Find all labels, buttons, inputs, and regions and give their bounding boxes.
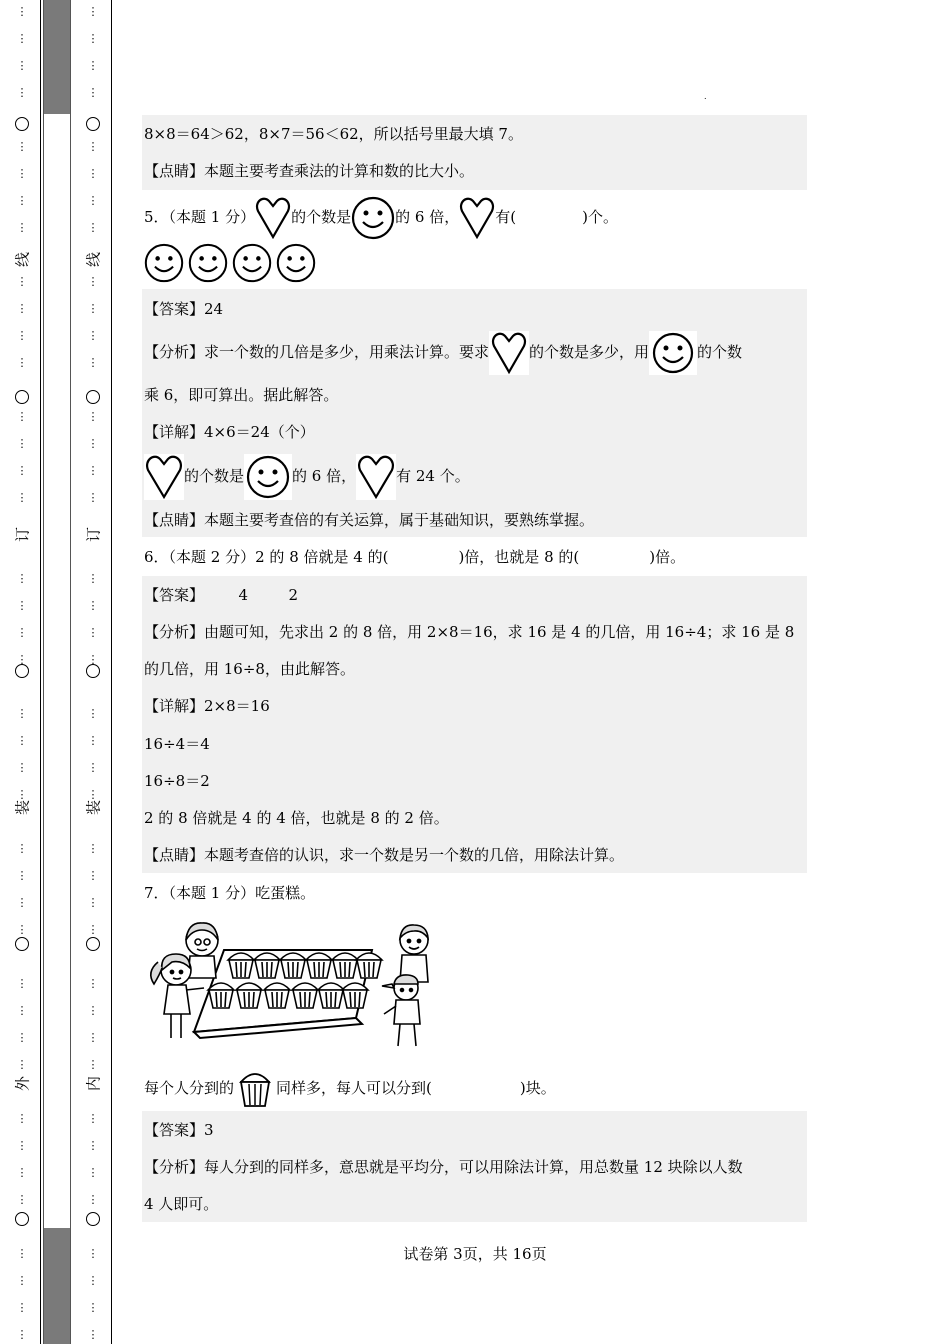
binding-dots: ⋮ [16,410,28,423]
binding-dots: ⋮ [87,572,99,585]
heart-icon [459,197,495,239]
child-boy-2 [382,975,420,1046]
binding-dots: ⋮ [87,977,99,990]
binding-dots: ⋮ [87,329,99,342]
binding-dots: ⋮ [87,356,99,369]
binding-dots: ⋮ [16,1193,28,1206]
binding-hole-circle [86,117,100,131]
smiley-icon [144,243,184,283]
heart-icon [356,454,396,500]
binding-hole-circle [15,937,29,951]
q5-prefix: 5．（本题 1 分） [144,208,256,226]
gray-band [43,0,71,1344]
q5-analysis-a: 【分析】求一个数的几倍是多少，用乘法计算。要求 [144,343,490,361]
binding-dots: ⋮ [87,221,99,234]
binding-dots: ⋮ [87,1112,99,1125]
binding-dots: ⋮ [16,464,28,477]
binding-label: 线 [84,252,103,268]
binding-dots: ⋮ [16,437,28,450]
binding-hole-circle [86,664,100,678]
binding-dots: ⋮ [16,572,28,585]
q5-analysis-line1 [144,330,742,374]
binding-dots: ⋮ [87,194,99,207]
binding-dots: ⋮ [87,1166,99,1179]
q5-text-d: )个。 [582,208,618,226]
q6-point: 【点睛】本题考查倍的认识，求一个数是另一个数的几倍，用除法计算。 [144,846,625,864]
smiley-icon [188,243,228,283]
binding-hole-circle [86,1212,100,1226]
binding-dots: ⋮ [87,86,99,99]
binding-dots: ⋮ [16,626,28,639]
heart-icon [489,331,529,375]
q6-answer-2: 2 [288,586,299,604]
binding-strip [0,0,112,1344]
binding-dots: ⋮ [16,1058,28,1071]
binding-line-inner [111,0,112,1344]
binding-label: 装 [13,800,32,816]
binding-dots: ⋮ [87,869,99,882]
binding-dots: ⋮ [16,977,28,990]
binding-label: 订 [84,527,103,543]
q6-answer [144,585,298,605]
smiley-icon [232,243,272,283]
binding-dots: ⋮ [87,1058,99,1071]
q5-detail2-c: 有 24 个。 [396,467,470,485]
binding-dots: ⋮ [87,275,99,288]
binding-dots: ⋮ [87,5,99,18]
binding-dots: ⋮ [16,32,28,45]
binding-dots: ⋮ [16,5,28,18]
binding-dots: ⋮ [87,1247,99,1260]
binding-dots: ⋮ [16,1274,28,1287]
q5-analysis-c: 的个数 [697,343,743,361]
q5-text-c: 有( [495,208,517,226]
binding-dots: ⋮ [16,1112,28,1125]
q5-detail-line2 [144,453,470,499]
binding-dots: ⋮ [16,167,28,180]
binding-dots: ⋮ [16,221,28,234]
page-footer: 试卷第 3页，共 16页 [403,1245,547,1263]
q5-point: 【点睛】本题主要考查倍的有关运算，属于基础知识，要熟练掌握。 [144,511,595,529]
binding-dots: ⋮ [87,707,99,720]
q5-detail: 【详解】4×6＝24（个） [144,423,315,441]
binding-dots: ⋮ [16,788,28,801]
binding-dots: ⋮ [16,896,28,909]
q6-detail-2: 16÷4＝4 [144,735,210,753]
cupcake-icon [238,1070,272,1108]
binding-label: 线 [13,252,32,268]
binding-dots: ⋮ [16,869,28,882]
binding-dots: ⋮ [16,1004,28,1017]
smiley-icon [351,196,395,240]
q7-question-a: 每个人分到的 [144,1079,235,1097]
q7-question [144,1068,556,1108]
q6-stem-b: )倍，也就是 8 的( [458,548,580,566]
binding-hole-circle [15,1212,29,1226]
binding-label: 装 [84,800,103,816]
binding-dots: ⋮ [16,734,28,747]
binding-dots: ⋮ [16,1301,28,1314]
q4-point: 【点睛】本题主要考查乘法的计算和数的比大小。 [144,162,475,180]
binding-dots: ⋮ [16,302,28,315]
shade-block-6 [142,576,807,873]
q6-answer-1: 4 [238,586,249,604]
binding-dots: ⋮ [87,167,99,180]
binding-dots: ⋮ [87,1031,99,1044]
binding-dots: ⋮ [16,1031,28,1044]
binding-label: 订 [13,527,32,543]
binding-hole-circle [15,117,29,131]
heart-icon [144,454,184,500]
binding-dots: ⋮ [16,923,28,936]
binding-dots: ⋮ [87,32,99,45]
q6-analysis-line1: 【分析】由题可知，先求出 2 的 8 倍，用 2×8＝16，求 16 是 4 的几倍，用 16÷4；求 16 是 8 [144,623,795,641]
binding-dots: ⋮ [87,1328,99,1341]
binding-dots: ⋮ [87,896,99,909]
smiley-icon [276,243,316,283]
binding-dots: ⋮ [16,86,28,99]
child-boy-1 [400,925,428,982]
binding-label: 外 [13,1076,32,1092]
binding-dots: ⋮ [16,707,28,720]
heart-icon [255,197,291,239]
smiley-icon [244,454,292,500]
binding-dots: ⋮ [87,302,99,315]
binding-dots: ⋮ [87,734,99,747]
binding-line-outer [40,0,41,1344]
binding-dots: ⋮ [87,653,99,666]
binding-dots: ⋮ [87,464,99,477]
smiley-icon [649,331,697,375]
binding-hole-circle [86,937,100,951]
binding-dots: ⋮ [16,1139,28,1152]
binding-dots: ⋮ [16,1166,28,1179]
q5-detail2-b: 的 6 倍， [292,467,357,485]
binding-dots: ⋮ [16,842,28,855]
q7-stem: 7．（本题 1 分）吃蛋糕。 [144,884,316,902]
cake-illustration [144,918,434,1053]
q5-text-b: 的 6 倍， [395,208,460,226]
q6-stem [144,547,685,567]
q5-stem [144,196,618,236]
binding-dots: ⋮ [16,329,28,342]
q5-detail2-a: 的个数是 [184,467,245,485]
q7-analysis-line1: 【分析】每人分到的同样多，意思就是平均分，可以用除法计算，用总数量 12 块除以人数 [144,1158,743,1176]
binding-dots: ⋮ [87,1139,99,1152]
q7-analysis-line2: 4 人即可。 [144,1195,219,1213]
binding-dots: ⋮ [16,1247,28,1260]
binding-dots: ⋮ [87,626,99,639]
q6-answer-label: 【答案】 [144,586,205,604]
binding-hole-circle [86,390,100,404]
q7-answer: 【答案】3 [144,1121,214,1139]
binding-dots: ⋮ [87,599,99,612]
binding-dots: ⋮ [16,491,28,504]
q5-text-a: 的个数是 [291,208,352,226]
q6-detail-4: 2 的 8 倍就是 4 的 4 倍，也就是 8 的 2 倍。 [144,809,449,827]
q6-detail-1: 【详解】2×8＝16 [144,697,270,715]
binding-dots: ⋮ [16,653,28,666]
binding-dots: ⋮ [87,437,99,450]
binding-dots: ⋮ [87,1004,99,1017]
binding-dots: ⋮ [16,761,28,774]
gray-band-top [44,0,70,114]
q7-question-c: )块。 [519,1079,556,1097]
binding-dots: ⋮ [87,491,99,504]
shade-block-5 [142,289,807,537]
q6-analysis-line2: 的几倍，用 16÷8，由此解答。 [144,660,355,678]
binding-dots: ⋮ [87,923,99,936]
q6-detail-3: 16÷8＝2 [144,772,210,790]
q7-question-b: 同样多，每人可以分到( [276,1079,432,1097]
binding-hole-circle [15,664,29,678]
binding-dots: ⋮ [87,761,99,774]
binding-dots: ⋮ [16,1328,28,1341]
q5-analysis-line2: 乘 6，即可算出。据此解答。 [144,386,339,404]
binding-dots: ⋮ [16,599,28,612]
binding-dots: ⋮ [16,275,28,288]
binding-dots: ⋮ [87,1301,99,1314]
q5-smiley-row [144,243,316,287]
binding-dots: ⋮ [87,1274,99,1287]
binding-dots: ⋮ [87,842,99,855]
binding-dots: ⋮ [16,356,28,369]
q4-calc-line: 8×8＝64＞62，8×7＝56＜62，所以括号里最大填 7。 [144,125,523,143]
binding-hole-circle [15,390,29,404]
stray-dot: . [704,92,707,101]
q6-stem-a: 6．（本题 2 分）2 的 8 倍就是 4 的( [144,548,389,566]
binding-dots: ⋮ [16,140,28,153]
binding-label: 内 [84,1076,103,1092]
binding-dots: ⋮ [87,788,99,801]
binding-dots: ⋮ [87,410,99,423]
binding-dots: ⋮ [16,59,28,72]
binding-dots: ⋮ [16,194,28,207]
q6-stem-c: )倍。 [649,548,686,566]
q5-analysis-b: 的个数是多少，用 [529,343,650,361]
binding-dots: ⋮ [87,59,99,72]
q5-answer: 【答案】24 [144,300,224,318]
binding-dots: ⋮ [87,140,99,153]
binding-dots: ⋮ [87,1193,99,1206]
